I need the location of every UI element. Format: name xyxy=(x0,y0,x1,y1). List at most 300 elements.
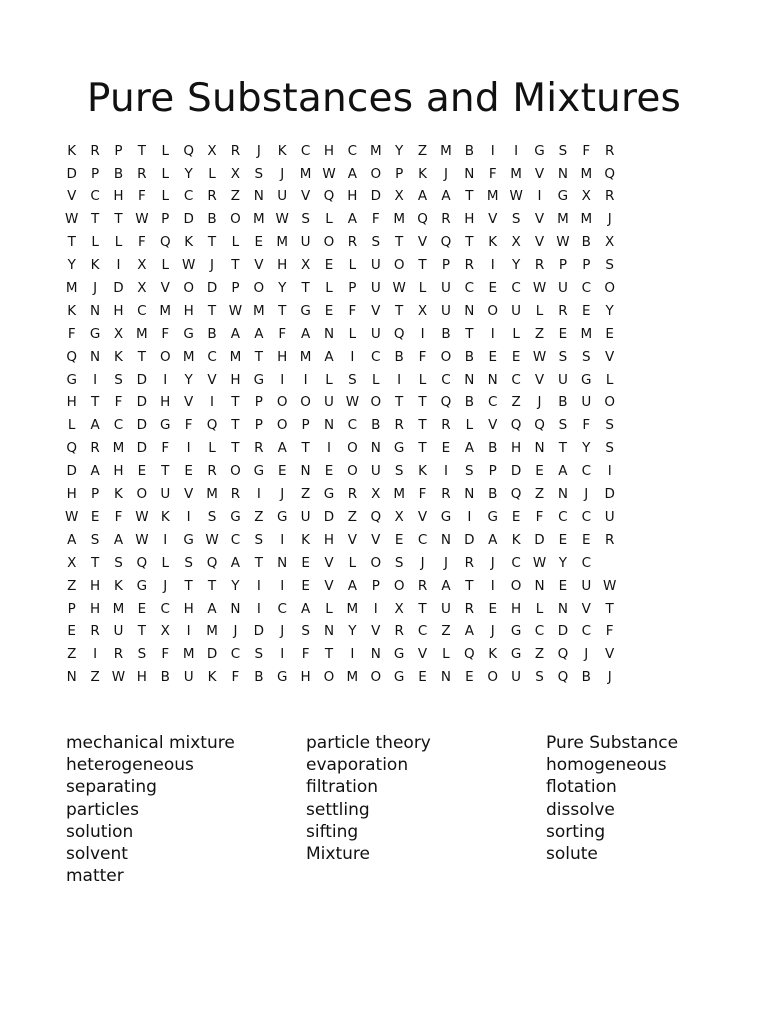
page-title: Pure Substances and Mixtures xyxy=(86,76,682,121)
grid-cell: L xyxy=(348,325,357,342)
grid-cell: C xyxy=(113,417,124,434)
grid-cell: O xyxy=(159,348,171,365)
grid-cell: S xyxy=(394,554,404,571)
grid-cell: S xyxy=(114,554,123,571)
grid-cell: U xyxy=(160,486,171,503)
grid-cell: D xyxy=(206,280,218,297)
grid-cell: W xyxy=(135,531,149,548)
grid-cell: G xyxy=(183,325,194,342)
grid-cell: O xyxy=(370,669,382,686)
grid-cell: M xyxy=(159,302,172,319)
grid-cell: L xyxy=(114,234,123,251)
grid-cell: B xyxy=(394,348,404,365)
grid-cell: I xyxy=(490,577,495,594)
grid-cell: F xyxy=(161,325,170,342)
grid-cell: Q xyxy=(323,188,335,205)
grid-cell: T xyxy=(465,577,474,594)
grid-cell: G xyxy=(393,646,405,663)
grid-cell: E xyxy=(465,669,474,686)
grid-cell: J xyxy=(256,142,261,159)
grid-cell: Q xyxy=(206,417,218,434)
grid-cell: V xyxy=(605,348,615,365)
grid-cell: L xyxy=(91,234,99,251)
grid-cell: Y xyxy=(558,554,568,571)
grid-cell: U xyxy=(324,394,334,411)
grid-cell: C xyxy=(511,280,521,297)
grid-cell: V xyxy=(371,531,381,548)
grid-cell: Q xyxy=(66,348,78,365)
grid-cell: K xyxy=(511,531,521,548)
grid-cell: Q xyxy=(440,234,452,251)
grid-cell: L xyxy=(325,371,333,388)
grid-cell: B xyxy=(160,669,170,686)
grid-cell: R xyxy=(441,211,451,228)
grid-cell: C xyxy=(183,188,194,205)
grid-cell: I xyxy=(373,600,378,617)
grid-cell: A xyxy=(417,188,428,205)
grid-cell: M xyxy=(486,188,499,205)
grid-cell: E xyxy=(90,508,100,525)
grid-cell: N xyxy=(230,600,241,617)
grid-cell: T xyxy=(231,257,240,274)
grid-cell: R xyxy=(417,577,428,594)
grid-cell: P xyxy=(161,211,170,228)
grid-cell: E xyxy=(277,463,287,480)
grid-cell: X xyxy=(394,188,404,205)
grid-cell: R xyxy=(137,165,147,182)
grid-cell: I xyxy=(350,646,355,663)
grid-cell: H xyxy=(511,600,522,617)
grid-cell: G xyxy=(276,669,288,686)
grid-cell: I xyxy=(280,371,285,388)
grid-cell: Z xyxy=(511,394,521,411)
grid-cell: U xyxy=(441,600,451,617)
grid-cell: Q xyxy=(557,646,569,663)
grid-cell: I xyxy=(443,463,448,480)
word-item: particles xyxy=(66,799,139,820)
grid-cell: D xyxy=(66,165,77,182)
grid-cell: O xyxy=(276,417,288,434)
grid-cell: P xyxy=(231,280,240,297)
grid-cell: N xyxy=(464,371,475,388)
grid-cell: H xyxy=(230,371,241,388)
word-bank xyxy=(66,732,726,887)
grid-cell: X xyxy=(113,325,124,342)
grid-cell: Q xyxy=(464,646,475,663)
grid-cell: S xyxy=(301,211,310,228)
grid-cell: T xyxy=(207,302,217,319)
grid-cell: H xyxy=(113,463,124,480)
grid-cell: E xyxy=(488,600,497,617)
grid-cell: M xyxy=(369,142,382,159)
grid-cell: K xyxy=(184,234,194,251)
word-item: flotation xyxy=(546,777,617,798)
grid-cell: F xyxy=(161,646,170,663)
grid-cell: Z xyxy=(441,623,451,640)
grid-cell: E xyxy=(324,257,334,274)
grid-cell: I xyxy=(186,623,191,640)
word-bank-column-1 xyxy=(66,732,306,887)
grid-cell: X xyxy=(137,257,147,274)
grid-cell: S xyxy=(558,142,568,159)
grid-cell: F xyxy=(114,508,123,525)
grid-cell: V xyxy=(347,531,357,548)
grid-cell: F xyxy=(418,486,427,503)
grid-cell: H xyxy=(300,669,311,686)
grid-cell: J xyxy=(443,554,448,571)
grid-cell: H xyxy=(277,257,288,274)
grid-cell: W xyxy=(111,669,126,686)
grid-cell: D xyxy=(136,371,148,388)
grid-cell: P xyxy=(558,257,567,274)
grid-cell: S xyxy=(301,623,310,640)
grid-cell: R xyxy=(90,440,100,457)
grid-cell: M xyxy=(510,165,522,182)
grid-cell: A xyxy=(441,188,451,205)
grid-cell: S xyxy=(535,669,544,686)
grid-cell: Y xyxy=(582,440,591,457)
grid-cell: N xyxy=(323,417,335,434)
grid-cell: T xyxy=(67,234,76,251)
grid-cell: I xyxy=(490,142,495,159)
grid-cell: J xyxy=(490,623,495,640)
grid-cell: K xyxy=(90,257,100,274)
grid-cell: O xyxy=(487,669,499,686)
grid-cell: I xyxy=(490,257,495,274)
grid-cell: U xyxy=(370,325,381,342)
grid-cell: B xyxy=(113,165,124,182)
grid-cell: S xyxy=(465,463,474,480)
word-item: matter xyxy=(66,866,124,887)
grid-cell: Z xyxy=(417,142,428,159)
grid-cell: G xyxy=(300,302,311,319)
grid-cell: L xyxy=(418,280,427,297)
grid-cell: M xyxy=(557,211,569,228)
grid-cell: T xyxy=(301,440,310,457)
grid-cell: S xyxy=(605,440,614,457)
grid-cell: K xyxy=(418,165,427,182)
grid-cell: H xyxy=(511,440,522,457)
grid-cell: N xyxy=(534,577,545,594)
grid-cell: O xyxy=(370,554,382,571)
grid-cell: V xyxy=(207,371,217,388)
grid-cell: D xyxy=(206,646,218,663)
grid-cell: N xyxy=(370,646,381,663)
grid-cell: I xyxy=(163,531,168,548)
grid-cell: W xyxy=(228,302,243,319)
grid-cell: G xyxy=(253,463,265,480)
grid-cell: R xyxy=(207,188,217,205)
grid-cell: E xyxy=(558,577,568,594)
grid-cell: C xyxy=(581,508,591,525)
grid-cell: M xyxy=(580,211,593,228)
grid-cell: S xyxy=(114,371,123,388)
grid-cell: I xyxy=(537,188,542,205)
grid-cell: Q xyxy=(393,325,405,342)
grid-cell: N xyxy=(557,165,568,182)
grid-cell: D xyxy=(253,623,265,640)
grid-cell: Z xyxy=(347,508,357,525)
grid-cell: T xyxy=(465,234,474,251)
grid-cell: R xyxy=(604,142,615,159)
grid-cell: W xyxy=(135,508,149,525)
grid-cell: A xyxy=(90,463,100,480)
grid-cell: C xyxy=(511,371,521,388)
grid-cell: M xyxy=(65,280,78,297)
grid-cell: Y xyxy=(348,623,357,640)
grid-cell: A xyxy=(464,623,474,640)
grid-cell: I xyxy=(280,531,285,548)
grid-cell: W xyxy=(392,280,406,297)
grid-cell: B xyxy=(441,325,451,342)
grid-cell: R xyxy=(113,646,124,663)
grid-cell: E xyxy=(441,440,451,457)
grid-cell: H xyxy=(113,302,124,319)
grid-cell: V xyxy=(371,302,381,319)
grid-cell: G xyxy=(253,371,265,388)
grid-cell: O xyxy=(370,165,382,182)
grid-cell: L xyxy=(372,371,380,388)
grid-cell: J xyxy=(210,257,215,274)
grid-cell: U xyxy=(370,257,381,274)
grid-cell: N xyxy=(323,623,335,640)
grid-cell: V xyxy=(534,234,545,251)
grid-cell: A xyxy=(464,440,474,457)
grid-cell: X xyxy=(137,280,147,297)
grid-cell: X xyxy=(417,302,428,319)
grid-cell: E xyxy=(558,325,568,342)
grid-cell: N xyxy=(66,669,77,686)
grid-cell: Q xyxy=(206,554,218,571)
grid-cell: U xyxy=(441,280,451,297)
grid-cell: C xyxy=(511,554,521,571)
grid-cell: T xyxy=(324,646,334,663)
grid-cell: K xyxy=(114,577,123,594)
grid-cell: N xyxy=(90,348,101,365)
grid-cell: Z xyxy=(67,577,77,594)
grid-cell: Z xyxy=(534,486,545,503)
grid-cell: N xyxy=(464,165,475,182)
grid-cell: D xyxy=(370,188,381,205)
grid-cell: O xyxy=(393,257,405,274)
grid-cell: M xyxy=(299,348,312,365)
grid-cell: T xyxy=(207,577,217,594)
word-item: mechanical mixture xyxy=(66,733,235,753)
grid-cell: M xyxy=(112,600,125,617)
grid-cell: T xyxy=(465,325,474,342)
grid-cell: K xyxy=(114,486,123,503)
grid-cell: C xyxy=(441,371,451,388)
grid-cell: L xyxy=(161,554,170,571)
word-item: heterogeneous xyxy=(66,755,194,776)
grid-cell: Y xyxy=(184,165,193,182)
grid-cell: S xyxy=(511,211,521,228)
grid-cell: M xyxy=(580,165,593,182)
grid-cell: D xyxy=(557,623,569,640)
grid-cell: L xyxy=(325,280,333,297)
grid-cell: G xyxy=(510,646,522,663)
grid-cell: J xyxy=(584,486,589,503)
grid-cell: E xyxy=(67,623,76,640)
grid-cell: V xyxy=(534,211,545,228)
grid-cell: I xyxy=(186,508,191,525)
word-item: solvent xyxy=(66,844,128,865)
grid-cell: V xyxy=(417,646,428,663)
grid-cell: D xyxy=(604,486,615,503)
grid-cell: V xyxy=(371,623,381,640)
grid-cell: C xyxy=(488,394,498,411)
grid-cell: F xyxy=(582,142,591,159)
grid-cell: T xyxy=(465,188,474,205)
grid-cell: O xyxy=(347,463,358,480)
grid-cell: R xyxy=(394,623,404,640)
grid-cell: M xyxy=(276,234,289,251)
grid-cell: S xyxy=(348,371,357,388)
grid-cell: I xyxy=(327,440,331,457)
grid-cell: F xyxy=(605,623,614,640)
grid-cell: B xyxy=(464,394,474,411)
grid-cell: C xyxy=(207,348,217,365)
grid-cell: V xyxy=(534,165,545,182)
grid-cell: L xyxy=(325,600,333,617)
grid-cell: I xyxy=(93,371,98,388)
grid-cell: V xyxy=(184,394,194,411)
grid-cell: N xyxy=(323,325,335,342)
grid-cell: A xyxy=(277,440,287,457)
grid-cell: I xyxy=(186,440,191,457)
grid-cell: H xyxy=(183,302,194,319)
grid-cell: O xyxy=(183,280,194,297)
grid-cell: A xyxy=(90,417,100,434)
grid-cell: V xyxy=(324,577,334,594)
grid-cell: R xyxy=(230,142,241,159)
grid-cell: Q xyxy=(66,440,78,457)
grid-cell: E xyxy=(558,531,568,548)
grid-cell: A xyxy=(347,211,357,228)
grid-cell: L xyxy=(161,142,170,159)
grid-cell: S xyxy=(254,531,264,548)
grid-cell: D xyxy=(183,211,194,228)
grid-cell: E xyxy=(488,348,497,365)
grid-cell: J xyxy=(537,394,542,411)
grid-cell: E xyxy=(511,508,521,525)
grid-cell: R xyxy=(90,623,100,640)
grid-cell: V xyxy=(67,188,77,205)
grid-cell: N xyxy=(557,486,568,503)
grid-cell: B xyxy=(254,669,264,686)
grid-cell: U xyxy=(581,577,592,594)
grid-cell: J xyxy=(607,669,612,686)
grid-cell: J xyxy=(280,486,285,503)
grid-cell: D xyxy=(113,280,124,297)
grid-cell: I xyxy=(303,371,308,388)
word-bank-column-2 xyxy=(306,732,546,887)
grid-cell: L xyxy=(208,165,216,182)
grid-cell: I xyxy=(607,463,612,480)
grid-cell: I xyxy=(256,486,261,503)
grid-cell: T xyxy=(90,211,100,228)
grid-cell: H xyxy=(160,394,171,411)
word-item: Pure Substance xyxy=(546,733,679,753)
grid-cell: M xyxy=(440,142,452,159)
grid-cell: U xyxy=(511,669,522,686)
grid-cell: C xyxy=(90,188,100,205)
grid-cell: S xyxy=(558,348,568,365)
word-item: separating xyxy=(66,777,157,798)
grid-cell: W xyxy=(135,211,149,228)
grid-cell: X xyxy=(581,188,591,205)
grid-cell: W xyxy=(275,211,289,228)
grid-cell: R xyxy=(441,486,451,503)
word-item: dissolve xyxy=(546,799,615,820)
grid-cell: U xyxy=(113,623,124,640)
grid-cell: Z xyxy=(230,188,241,205)
grid-cell: W xyxy=(205,531,219,548)
grid-cell: G xyxy=(534,142,545,159)
grid-cell: L xyxy=(512,325,520,342)
grid-cell: X xyxy=(207,142,217,159)
grid-cell: P xyxy=(371,577,380,594)
grid-cell: T xyxy=(161,463,170,480)
grid-cell: R xyxy=(394,417,404,434)
grid-cell: M xyxy=(112,440,125,457)
grid-cell: S xyxy=(90,531,100,548)
grid-cell: G xyxy=(276,508,288,525)
grid-cell: Q xyxy=(604,165,615,182)
grid-cell: C xyxy=(581,463,591,480)
grid-cell: X xyxy=(371,486,381,503)
grid-cell: P xyxy=(348,280,357,297)
grid-cell: S xyxy=(184,554,193,571)
grid-cell: X xyxy=(67,554,77,571)
grid-cell: C xyxy=(230,531,241,548)
grid-cell: E xyxy=(137,600,147,617)
grid-cell: T xyxy=(395,394,404,411)
grid-cell: G xyxy=(557,188,569,205)
grid-cell: O xyxy=(276,394,288,411)
grid-cell: G xyxy=(440,508,452,525)
grid-cell: S xyxy=(254,646,264,663)
grid-cell: A xyxy=(113,531,124,548)
grid-cell: J xyxy=(490,554,495,571)
grid-cell: V xyxy=(160,280,170,297)
grid-cell: T xyxy=(395,302,404,319)
grid-cell: G xyxy=(510,623,522,640)
grid-cell: S xyxy=(605,257,614,274)
grid-cell: P xyxy=(91,165,100,182)
grid-cell: E xyxy=(582,302,591,319)
grid-cell: T xyxy=(90,554,100,571)
grid-cell: S xyxy=(394,463,404,480)
grid-cell: Y xyxy=(395,142,404,159)
grid-cell: Z xyxy=(534,325,545,342)
grid-cell: F xyxy=(418,348,427,365)
grid-cell: T xyxy=(418,417,427,434)
grid-cell: F xyxy=(184,417,193,434)
grid-cell: L xyxy=(535,600,544,617)
grid-cell: T xyxy=(114,211,123,228)
grid-cell: E xyxy=(535,463,544,480)
word-bank-column-3 xyxy=(546,732,726,887)
grid-cell: W xyxy=(65,508,79,525)
word-item: Mixture xyxy=(306,844,370,865)
grid-cell: D xyxy=(464,531,475,548)
grid-cell: C xyxy=(417,623,428,640)
grid-cell: I xyxy=(256,577,261,594)
grid-cell: U xyxy=(511,302,522,319)
word-item: sorting xyxy=(546,821,606,842)
grid-cell: M xyxy=(252,302,265,319)
